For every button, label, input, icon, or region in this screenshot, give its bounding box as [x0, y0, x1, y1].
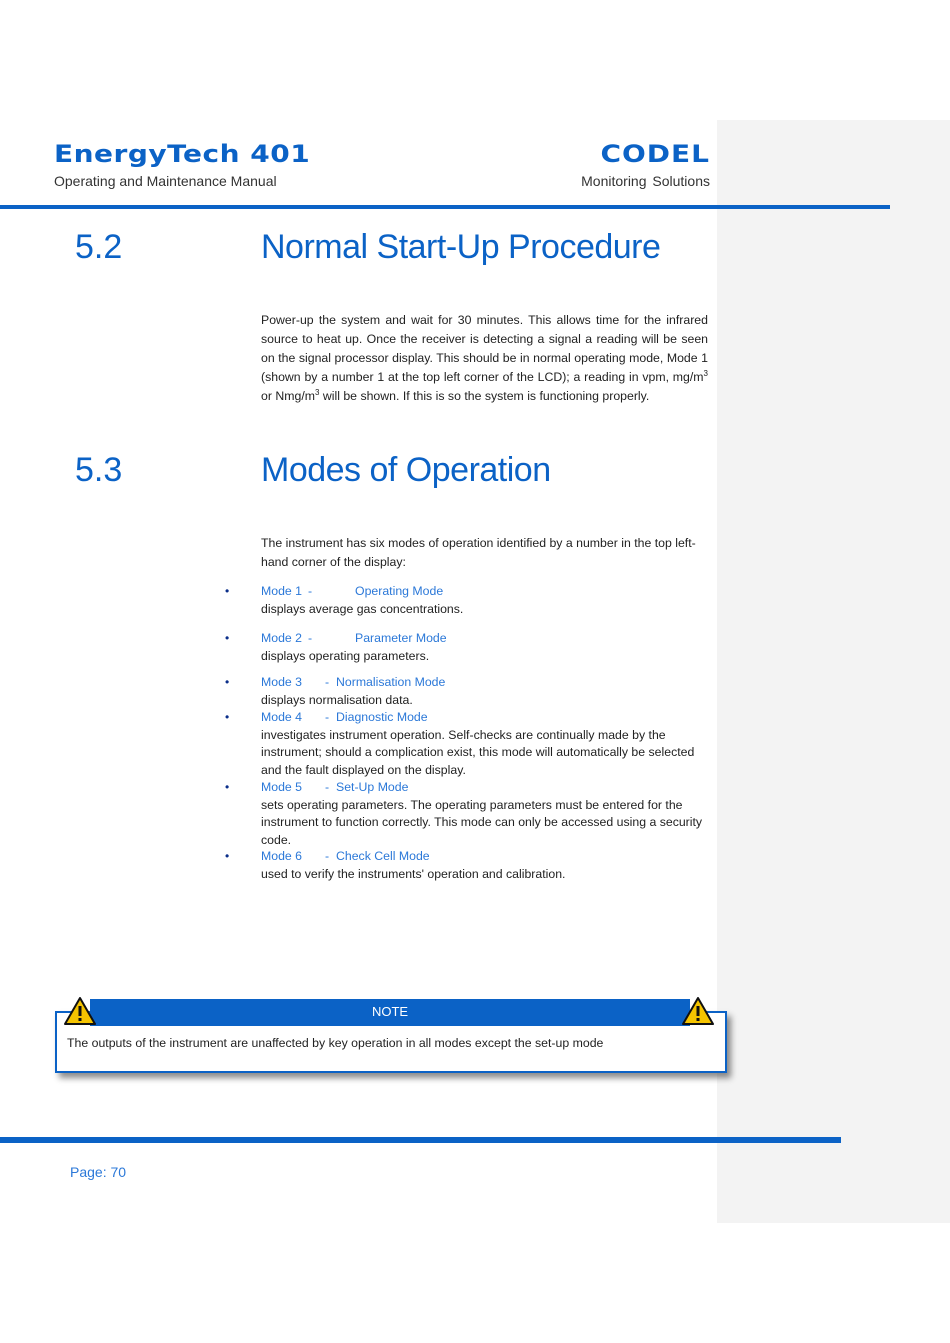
header-rule [0, 205, 890, 209]
bullet: • [225, 675, 230, 689]
mode-name: Parameter Mode [355, 631, 447, 645]
list-item [225, 779, 711, 849]
mode-dash: - [325, 675, 330, 689]
mode-number: Mode 2 [261, 631, 303, 645]
mode-description: used to verify the instruments' operation and calibration. [261, 866, 566, 881]
bullet: • [225, 780, 230, 794]
note-text: The outputs of the instrument are unaffected by key operation in all modes except the set-up mode [67, 1036, 604, 1050]
mode-description: displays normalisation data. [261, 692, 413, 707]
company-logo: CODEL [600, 140, 710, 169]
mode-name: Operating Mode [355, 584, 444, 598]
list-item [225, 630, 711, 665]
modes-intro: The instrument has six modes of operation identified by a number in the top left-hand corner of the display: [261, 536, 696, 569]
mode-dash: - [308, 584, 313, 598]
comment-margin [717, 120, 950, 1223]
bullet: • [225, 849, 230, 863]
list-item [225, 709, 711, 779]
company-tagline: Monitoring Solutions [581, 173, 710, 189]
section-number: 5.2 [75, 228, 123, 266]
mode-dash: - [325, 710, 330, 724]
mode-description: displays operating parameters. [261, 648, 430, 663]
mode-dash: - [325, 780, 330, 794]
mode-name: Set-Up Mode [336, 780, 409, 794]
mode-description: sets operating parameters. The operating parameters must be entered for the instrument to function correctly. This mode can only be accessed using a security code. [261, 797, 703, 847]
mode-name: Diagnostic Mode [336, 710, 428, 724]
mode-number: Mode 1 [261, 584, 303, 598]
bullet: • [225, 710, 230, 724]
mode-name: Check Cell Mode [336, 849, 430, 863]
mode-dash: - [325, 849, 330, 863]
list-item [225, 674, 711, 709]
section-title: Modes of Operation [261, 451, 551, 489]
mode-number: Mode 3 [261, 675, 303, 689]
mode-description: displays average gas concentrations. [261, 601, 464, 616]
product-logo: EnergyTech 401 [54, 140, 311, 169]
mode-number: Mode 5 [261, 780, 303, 794]
footer-rule [0, 1137, 841, 1143]
startup-paragraph: Power-up the system and wait for 30 minutes. This allows time for the infrared source to heat up. Once the receiver is detecting a signal a reading will be seen on the signal processor display. This should be in normal operating mode, Mode 1 (shown by a number 1 at the top left corner of the LCD); a reading in vpm, $mg/m^3$ or Nmg/$m^3$ will be shown. If this is so the system is functioning properly. [261, 313, 708, 403]
page-number: Page: 70 [70, 1164, 127, 1180]
bullet: • [225, 631, 230, 645]
mode-number: Mode 4 [261, 710, 303, 724]
manual-subtitle: Operating and Maintenance Manual [54, 173, 277, 189]
mode-name: Normalisation Mode [336, 675, 446, 689]
section-title: Normal Start-Up Procedure [261, 228, 661, 266]
mode-number: Mode 6 [261, 849, 303, 863]
mode-description: investigates instrument operation. Self-checks are continually made by the instrument; should a complication exist, this mode will automatically be selected and the fault displayed on the display. [261, 727, 695, 777]
section-number: 5.3 [75, 451, 123, 489]
list-item [225, 848, 711, 883]
list-item [225, 583, 711, 618]
note-label: NOTE [371, 1004, 409, 1019]
bullet: • [225, 584, 230, 598]
mode-dash: - [308, 631, 313, 645]
